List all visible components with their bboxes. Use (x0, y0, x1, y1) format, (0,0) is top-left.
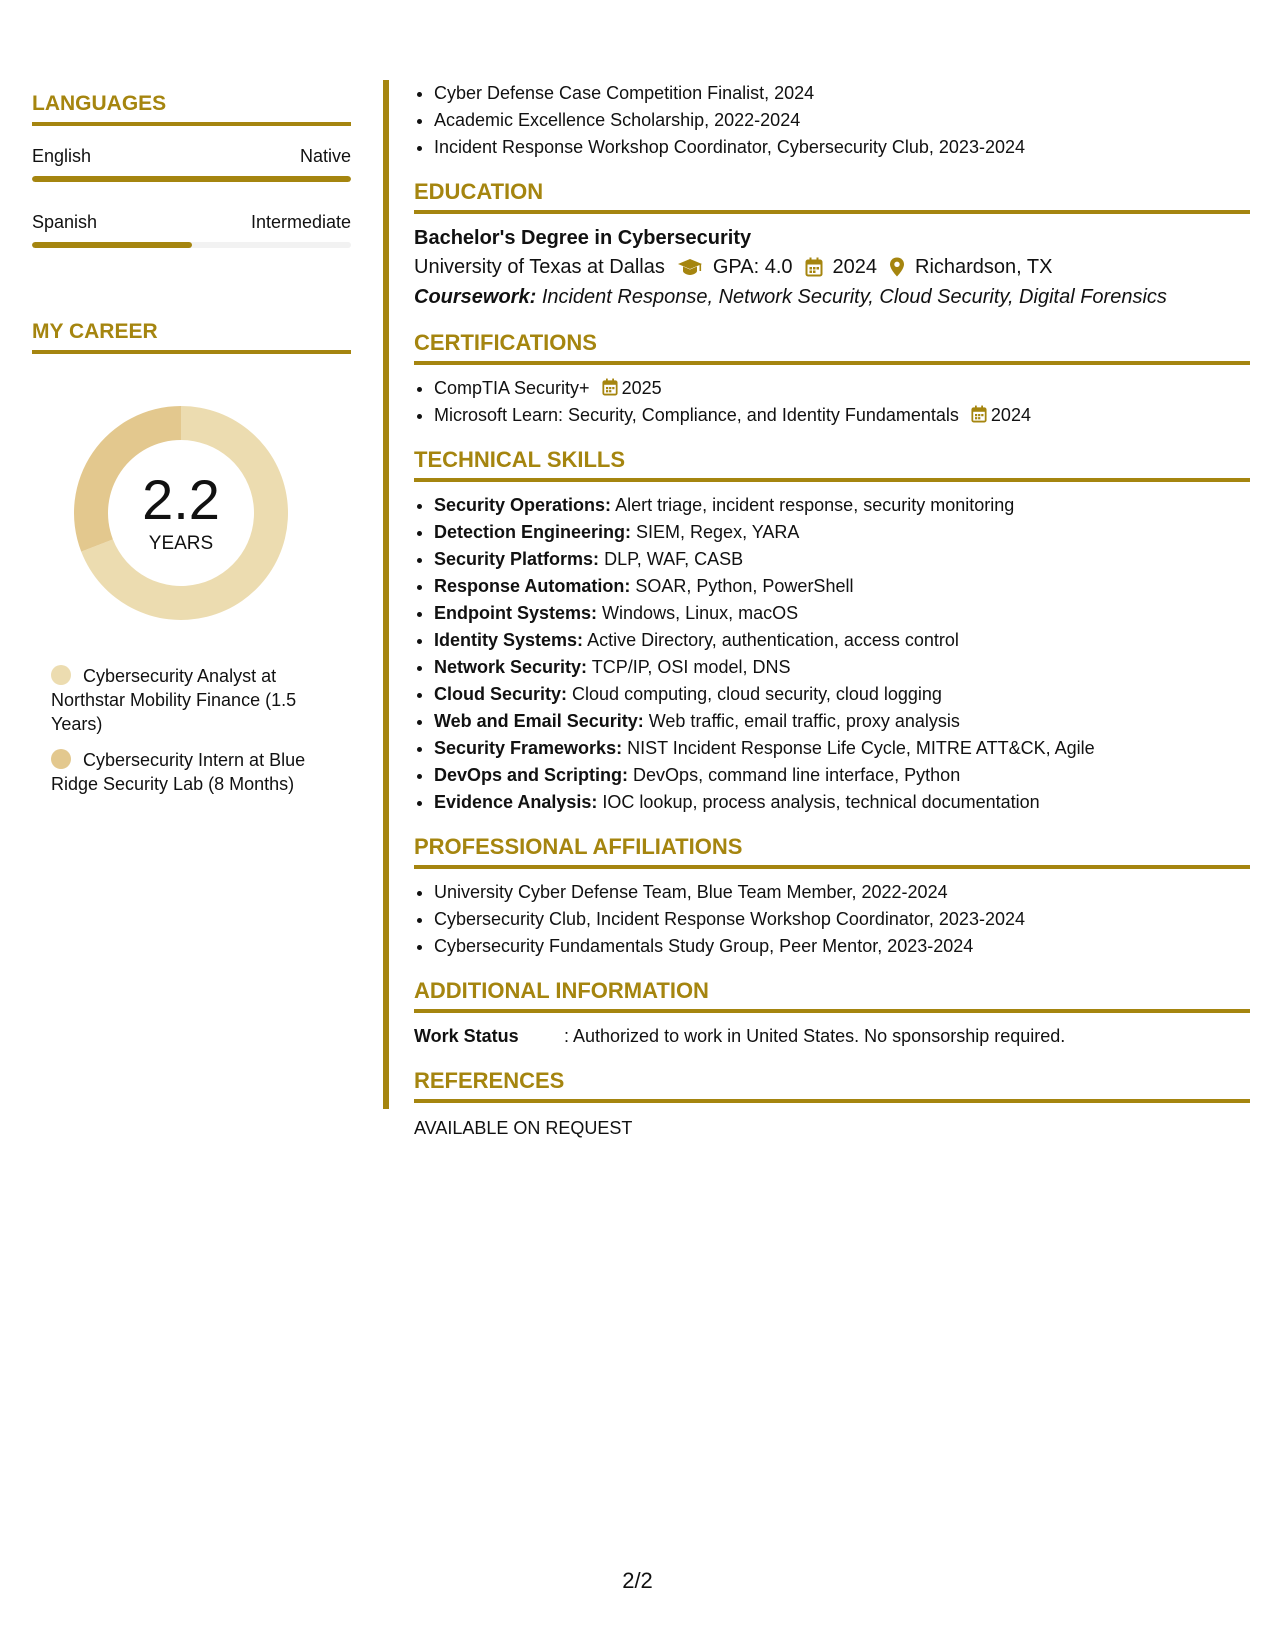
awards-list (414, 80, 1250, 161)
location-pin-icon (889, 257, 905, 277)
affiliation-item: • Cybersecurity Fundamentals Study Group, Peer Mentor, 2023-2024 (434, 933, 1250, 960)
skill-value: Windows, Linux, macOS (602, 603, 799, 623)
skill-value: DLP, WAF, CASB (604, 549, 744, 569)
references-heading: REFERENCES (414, 1068, 1250, 1103)
skill-value: SIEM, Regex, YARA (636, 522, 800, 542)
skill-item (434, 627, 1250, 654)
coursework-list: Incident Response, Network Security, Cloud Security, Digital Forensics (541, 286, 1167, 308)
skill-label: Response Automation: (434, 576, 631, 596)
career-legend-label: Cybersecurity Analyst at Northstar Mobility Finance (1.5 Years) (51, 666, 297, 734)
skill-item (434, 708, 1250, 735)
language-proficiency-bar (32, 242, 351, 248)
certification-item (434, 375, 1250, 402)
skill-item (434, 492, 1250, 519)
career-heading: MY CAREER (32, 320, 351, 354)
page-number: 2/2 (622, 1568, 653, 1593)
career-total-value: 2.2 (142, 468, 220, 531)
additional-info-section (414, 978, 1250, 1050)
skill-item (434, 519, 1250, 546)
skills-section (414, 447, 1250, 816)
career-donut-center (66, 398, 296, 628)
affiliation-item: • Cybersecurity Club, Incident Response Workshop Coordinator, 2023-2024 (434, 906, 1250, 933)
degree-title: Bachelor's Degree in Cybersecurity (414, 227, 752, 249)
skill-label: Network Security: (434, 657, 588, 677)
skill-value: Alert triage, incident response, security monitoring (615, 495, 1015, 515)
skill-label: Cloud Security: (434, 684, 568, 704)
education-details (414, 252, 1250, 282)
affiliation-item: • University Cyber Defense Team, Blue Team Member, 2022-2024 (434, 879, 1250, 906)
skill-value: SOAR, Python, PowerShell (635, 576, 854, 596)
language-item (32, 212, 351, 248)
skill-item (434, 762, 1250, 789)
affiliations-heading: PROFESSIONAL AFFILIATIONS (414, 834, 1250, 869)
skill-label: DevOps and Scripting: (434, 765, 629, 785)
education-section (414, 179, 1250, 312)
language-proficiency-fill (32, 242, 192, 248)
skill-label: Evidence Analysis: (434, 792, 598, 812)
certifications-heading: CERTIFICATIONS (414, 330, 1250, 365)
language-proficiency-fill (32, 176, 351, 182)
certification-year: 2025 (621, 378, 662, 398)
language-proficiency-bar (32, 176, 351, 182)
language-name: Spanish (32, 212, 98, 232)
work-status (414, 1023, 1250, 1050)
certification-item (434, 402, 1250, 429)
career-legend (32, 664, 351, 796)
main-column (414, 80, 1250, 1142)
additional-info-heading: ADDITIONAL INFORMATION (414, 978, 1250, 1013)
skill-value: Cloud computing, cloud security, cloud logging (572, 684, 942, 704)
skill-label: Security Frameworks: (434, 738, 623, 758)
certifications-list (414, 375, 1250, 429)
language-name: English (32, 146, 92, 166)
career-legend-item (51, 748, 351, 796)
work-status-label: Work Status (414, 1026, 519, 1046)
coursework-label: Coursework: (414, 286, 537, 308)
education-heading: EDUCATION (414, 179, 1250, 214)
skill-item (434, 789, 1250, 816)
skill-label: Web and Email Security: (434, 711, 644, 731)
skill-item (434, 600, 1250, 627)
certification-name: Microsoft Learn: Security, Compliance, and Identity Fundamentals (434, 405, 959, 425)
skill-value: IOC lookup, process analysis, technical documentation (602, 792, 1040, 812)
school-location: Richardson, TX (915, 256, 1053, 278)
legend-dot-icon (51, 665, 71, 685)
skills-heading: TECHNICAL SKILLS (414, 447, 1250, 482)
career-total-unit: YEARS (148, 533, 214, 554)
calendar-icon (602, 378, 618, 396)
certification-year: 2024 (990, 405, 1031, 425)
skill-value: TCP/IP, OSI model, DNS (591, 657, 791, 677)
award-item: • Academic Excellence Scholarship, 2022-2024 (434, 107, 1250, 134)
skill-item (434, 654, 1250, 681)
language-item (32, 146, 351, 182)
skill-label: Identity Systems: (434, 630, 584, 650)
column-divider (383, 80, 389, 1109)
sidebar (32, 92, 351, 808)
career-legend-label: Cybersecurity Intern at Blue Ridge Security Lab (8 Months) (51, 750, 306, 794)
skills-list (414, 492, 1250, 816)
skill-value: Web traffic, email traffic, proxy analysis (648, 711, 960, 731)
calendar-icon (971, 405, 987, 423)
certification-name: CompTIA Security+ (434, 378, 590, 398)
languages-heading: LANGUAGES (32, 92, 351, 126)
references-section (414, 1068, 1250, 1142)
references-text: AVAILABLE ON REQUEST (414, 1118, 633, 1138)
career-donut-chart (66, 398, 296, 628)
coursework (414, 282, 1250, 312)
skill-value: DevOps, command line interface, Python (633, 765, 961, 785)
award-item: • Cyber Defense Case Competition Finalist, 2024 (434, 80, 1250, 107)
skill-item (434, 735, 1250, 762)
language-level: Native (299, 146, 351, 166)
skill-item (434, 546, 1250, 573)
skill-item (434, 681, 1250, 708)
language-level: Intermediate (250, 212, 351, 232)
skill-item (434, 573, 1250, 600)
school-name: University of Texas at Dallas (414, 256, 665, 278)
award-item: • Incident Response Workshop Coordinator, Cybersecurity Club, 2023-2024 (434, 134, 1250, 161)
skill-label: Security Platforms: (434, 549, 600, 569)
skill-value: NIST Incident Response Life Cycle, MITRE ATT&CK, Agile (627, 738, 1095, 758)
career-legend-item (51, 664, 351, 736)
gpa: GPA: 4.0 (712, 256, 793, 278)
calendar-icon (805, 257, 823, 277)
legend-dot-icon (51, 749, 71, 769)
skill-label: Security Operations: (434, 495, 612, 515)
skill-value: Active Directory, authentication, access control (587, 630, 959, 650)
affiliations-section (414, 834, 1250, 960)
skill-label: Endpoint Systems: (434, 603, 598, 623)
skill-label: Detection Engineering: (434, 522, 632, 542)
work-status-value: : Authorized to work in United States. No sponsorship required. (564, 1026, 1066, 1046)
graduation-year: 2024 (832, 256, 878, 278)
graduation-cap-icon (677, 258, 703, 276)
certifications-section (414, 330, 1250, 429)
affiliations-list (414, 879, 1250, 960)
